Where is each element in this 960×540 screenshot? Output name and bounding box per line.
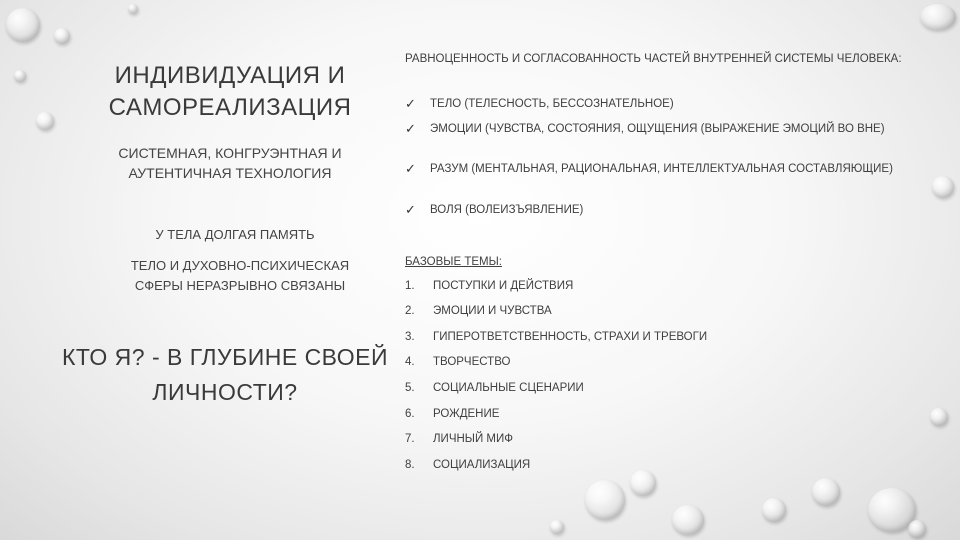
slide-subtitle: СИСТЕМНАЯ, КОНГРУЭНТНАЯ И АУТЕНТИЧНАЯ ТЕХНОЛОГИЯ <box>118 145 342 181</box>
list-item: 5. СОЦИАЛЬНЫЕ СЦЕНАРИИ <box>405 382 584 394</box>
checkmark-icon: ✓ <box>405 121 416 136</box>
list-item: ✓ ТЕЛО (ТЕЛЕСНОСТЬ, БЕССОЗНАТЕЛЬНОЕ) <box>405 96 674 111</box>
list-item: ✓ ВОЛЯ (ВОЛЕИЗЪЯВЛЕНИЕ) <box>405 202 584 217</box>
list-item: 3. ГИПЕРОТВЕТСТВЕННОСТЬ, СТРАХИ И ТРЕВОГИ <box>405 331 708 343</box>
water-drop-decoration <box>908 520 926 538</box>
list-item: 2. ЭМОЦИИ И ЧУВСТВА <box>405 305 552 317</box>
water-drop-decoration <box>812 478 840 506</box>
water-drop-decoration <box>672 505 704 535</box>
water-drop-decoration <box>36 112 54 130</box>
list-item: 8. СОЦИАЛИЗАЦИЯ <box>405 459 531 471</box>
water-drop-decoration <box>550 520 564 534</box>
checkmark-icon: ✓ <box>405 96 416 111</box>
key-question: КТО Я? - В ГЛУБИНЕ СВОЕЙ ЛИЧНОСТИ? <box>61 344 389 405</box>
body-memory-text: У ТЕЛА ДОЛГАЯ ПАМЯТЬ <box>155 227 315 242</box>
water-drop-decoration <box>930 408 948 426</box>
water-drop-decoration <box>630 470 656 496</box>
list-item: 7. ЛИЧНЫЙ МИФ <box>405 433 514 445</box>
body-connection-text: ТЕЛО И ДУХОВНО-ПСИХИЧЕСКАЯ СФЕРЫ НЕРАЗРЫВНО СВЯЗАНЫ <box>130 258 350 293</box>
water-drop-decoration <box>6 8 40 42</box>
water-drop-decoration <box>128 4 138 14</box>
slide-title: ИНДИВИДУАЦИЯ И САМОРЕАЛИЗАЦИЯ <box>108 62 352 121</box>
list-item: 4. ТВОРЧЕСТВО <box>405 356 511 368</box>
base-themes-heading: БАЗОВЫЕ ТЕМЫ: <box>405 256 502 268</box>
list-item: 6. РОЖДЕНИЕ <box>405 408 500 420</box>
list-item: ✓ ЭМОЦИИ (ЧУВСТВА, СОСТОЯНИЯ, ОЩУЩЕНИЯ (ВЫРАЖЕНИЕ ЭМОЦИЙ ВО ВНЕ) <box>405 121 885 136</box>
water-drop-decoration <box>920 4 956 30</box>
water-drop-decoration <box>585 480 625 520</box>
water-drop-decoration <box>14 70 26 82</box>
water-drop-decoration <box>762 498 786 522</box>
water-drop-decoration <box>54 28 70 44</box>
list-item: ✓ РАЗУМ (МЕНТАЛЬНАЯ, РАЦИОНАЛЬНАЯ, ИНТЕЛЛЕКТУАЛЬНАЯ СОСТАВЛЯЮЩИЕ) <box>405 161 893 176</box>
checkmark-icon: ✓ <box>405 161 416 176</box>
system-parts-heading: РАВНОЦЕННОСТЬ И СОГЛАСОВАННОСТЬ ЧАСТЕЙ ВНУТРЕННЕЙ СИСТЕМЫ ЧЕЛОВЕКА: <box>405 53 902 65</box>
water-drop-decoration <box>932 176 954 198</box>
list-item: 1. ПОСТУПКИ И ДЕЙСТВИЯ <box>405 280 574 292</box>
checkmark-icon: ✓ <box>405 202 416 217</box>
